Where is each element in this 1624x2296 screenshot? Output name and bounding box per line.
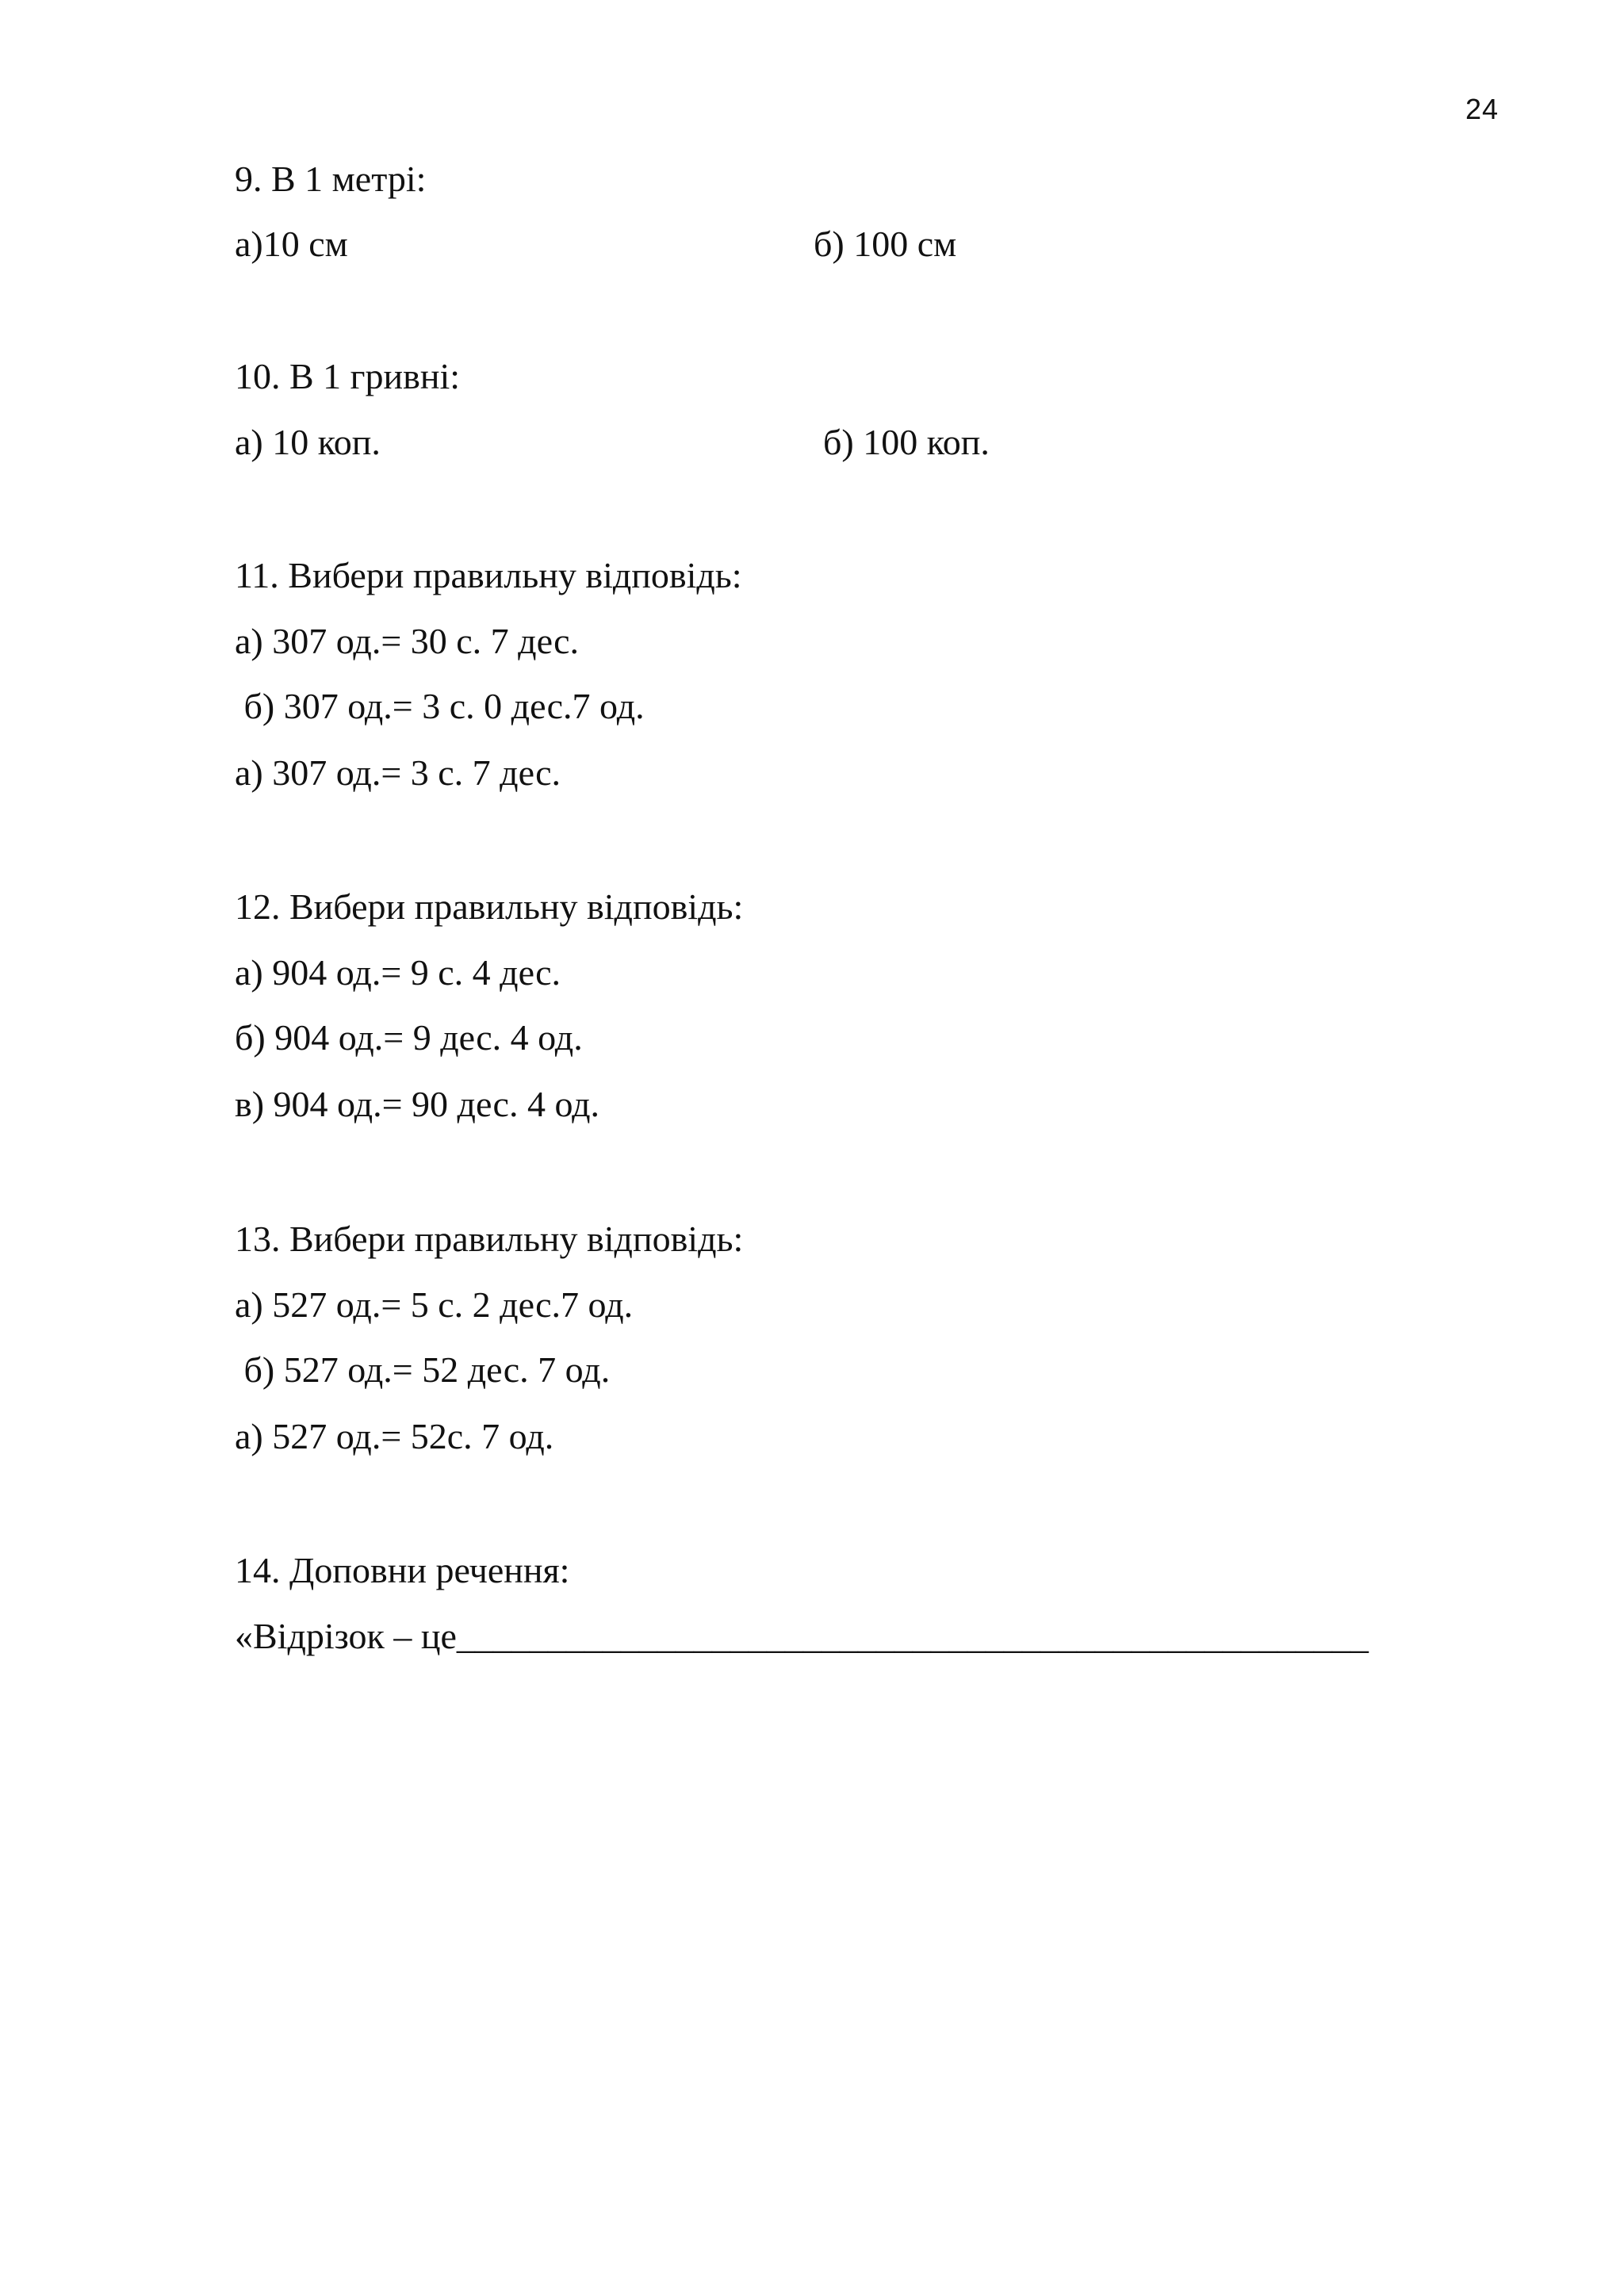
question-11-text: 11. Вибери правильну відповідь: bbox=[235, 555, 742, 595]
question-9-text: 9. В 1 метрі: bbox=[235, 159, 427, 199]
question-10-option-b: б) 100 коп. bbox=[823, 422, 990, 462]
page-number: 24 bbox=[1465, 93, 1500, 125]
question-13-option-2: б) 527 од.= 52 дес. 7 од. bbox=[235, 1349, 611, 1390]
question-13-option-3: а) 527 од.= 52с. 7 од. bbox=[235, 1416, 554, 1456]
question-12-option-1: а) 904 од.= 9 с. 4 дес. bbox=[235, 952, 561, 993]
question-11-option-1: а) 307 од.= 30 с. 7 дес. bbox=[235, 621, 580, 661]
question-10-text: 10. В 1 гривні: bbox=[235, 356, 461, 396]
question-12-option-2: б) 904 од.= 9 дес. 4 од. bbox=[235, 1017, 583, 1058]
question-11-option-2: б) 307 од.= 3 с. 0 дес.7 од. bbox=[235, 686, 645, 726]
question-14-text: 14. Доповни речення: bbox=[235, 1550, 570, 1590]
question-13-text: 13. Вибери правильну відповідь: bbox=[235, 1219, 744, 1259]
question-11-option-3: а) 307 од.= 3 с. 7 дес. bbox=[235, 752, 561, 793]
question-10-option-a: а) 10 коп. bbox=[235, 422, 381, 462]
question-9-option-a: а)10 см bbox=[235, 224, 348, 264]
question-12-option-3: в) 904 од.= 90 дес. 4 од. bbox=[235, 1084, 600, 1124]
question-13-option-1: а) 527 од.= 5 с. 2 дес.7 од. bbox=[235, 1284, 634, 1325]
question-14-sentence-blank: «Відрізок – це__________________________________________________ bbox=[235, 1616, 1369, 1656]
question-9-option-b: б) 100 см bbox=[814, 224, 957, 264]
question-12-text: 12. Вибери правильну відповідь: bbox=[235, 886, 744, 927]
